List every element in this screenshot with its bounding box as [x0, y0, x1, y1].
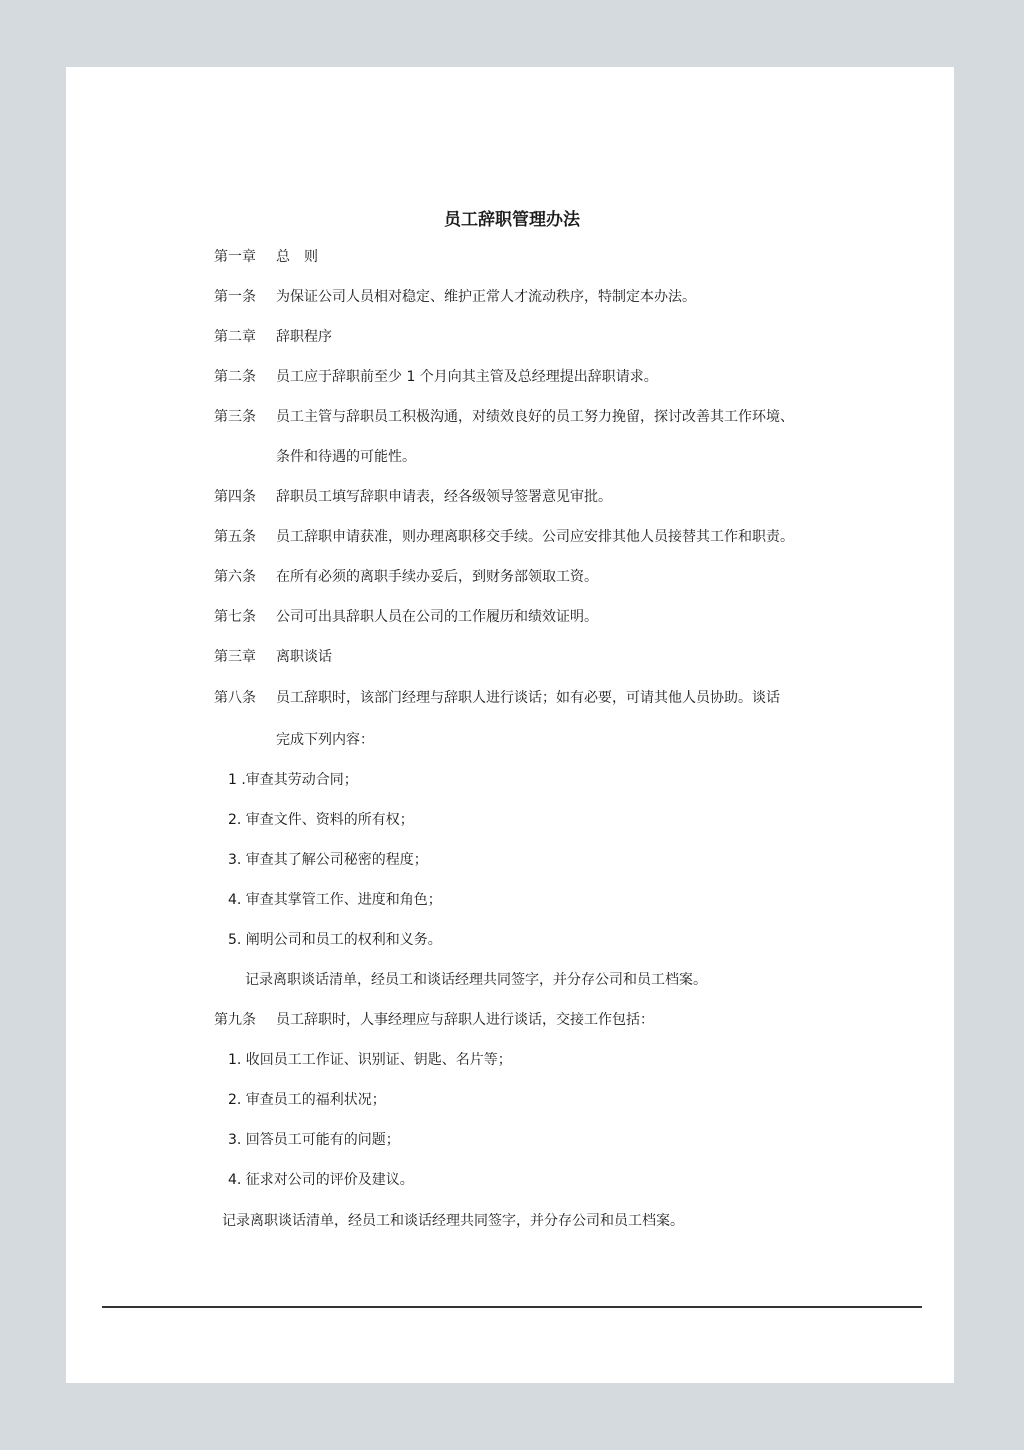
article-text: 为保证公司人员相对稳定、维护正常人才流动秩序，特制定本办法。 — [276, 289, 696, 305]
document-title: 员工辞职管理办法 — [444, 210, 580, 230]
article-label: 第七条 — [214, 609, 256, 625]
chapter-label: 第一章 — [214, 249, 256, 265]
article-label: 第一条 — [214, 289, 256, 305]
article-text: 员工辞职时，人事经理应与辞职人进行谈话，交接工作包括： — [276, 1012, 654, 1028]
article-label: 第二条 — [214, 369, 256, 385]
article-9 — [214, 1009, 654, 1031]
article-label: 第九条 — [214, 1012, 256, 1028]
article-7 — [214, 606, 598, 628]
footer-divider — [102, 1306, 922, 1308]
article-text: 员工主管与辞职员工积极沟通，对绩效良好的员工努力挽留，探讨改善其工作环境、 — [276, 409, 794, 425]
article-text: 辞职员工填写辞职申请表，经各级领导签署意见审批。 — [276, 489, 612, 505]
list-item: 1. 收回员工工作证、识别证、钥匙、名片等； — [228, 1052, 512, 1068]
list-item: 2. 审查文件、资料的所有权； — [228, 812, 414, 828]
article-2 — [214, 366, 658, 388]
article-3 — [214, 406, 794, 428]
article-label: 第五条 — [214, 529, 256, 545]
chapter-1 — [214, 246, 318, 268]
article-1 — [214, 286, 696, 308]
article-label: 第六条 — [214, 569, 256, 585]
list-item: 3. 审查其了解公司秘密的程度； — [228, 852, 428, 868]
list-item: 4. 审查其掌管工作、进度和角色； — [228, 892, 442, 908]
article-8-note: 记录离职谈话清单，经员工和谈话经理共同签字，并分存公司和员工档案。 — [245, 972, 707, 988]
list-item: 4. 征求对公司的评价及建议。 — [228, 1172, 414, 1188]
article-8-continuation: 完成下列内容： — [276, 732, 374, 748]
chapter-3 — [214, 646, 332, 668]
article-label: 第三条 — [214, 409, 256, 425]
article-4 — [214, 486, 612, 508]
article-9-note: 记录离职谈话清单，经员工和谈话经理共同签字，并分存公司和员工档案。 — [222, 1213, 684, 1229]
article-text: 在所有必须的离职手续办妥后，到财务部领取工资。 — [276, 569, 598, 585]
article-3-continuation: 条件和待遇的可能性。 — [276, 449, 416, 465]
article-label: 第四条 — [214, 489, 256, 505]
document-page — [66, 67, 954, 1383]
chapter-text: 总 则 — [276, 249, 318, 265]
article-8 — [214, 687, 780, 709]
list-item: 5. 阐明公司和员工的权利和义务。 — [228, 932, 442, 948]
article-6 — [214, 566, 598, 588]
article-text: 员工辞职申请获准，则办理离职移交手续。公司应安排其他人员接替其工作和职责。 — [276, 529, 794, 545]
article-label: 第八条 — [214, 690, 256, 706]
chapter-text: 辞职程序 — [276, 329, 332, 345]
chapter-text: 离职谈话 — [276, 649, 332, 665]
chapter-label: 第三章 — [214, 649, 256, 665]
article-text: 公司可出具辞职人员在公司的工作履历和绩效证明。 — [276, 609, 598, 625]
list-item: 1 .审查其劳动合同； — [228, 772, 358, 788]
article-text: 员工辞职时，该部门经理与辞职人进行谈话；如有必要，可请其他人员协助。谈话 — [276, 690, 780, 706]
article-5 — [214, 526, 794, 548]
chapter-2 — [214, 326, 332, 348]
article-text: 员工应于辞职前至少 1 个月向其主管及总经理提出辞职请求。 — [276, 369, 658, 385]
list-item: 3. 回答员工可能有的问题； — [228, 1132, 400, 1148]
chapter-label: 第二章 — [214, 329, 256, 345]
list-item: 2. 审查员工的福利状况； — [228, 1092, 386, 1108]
